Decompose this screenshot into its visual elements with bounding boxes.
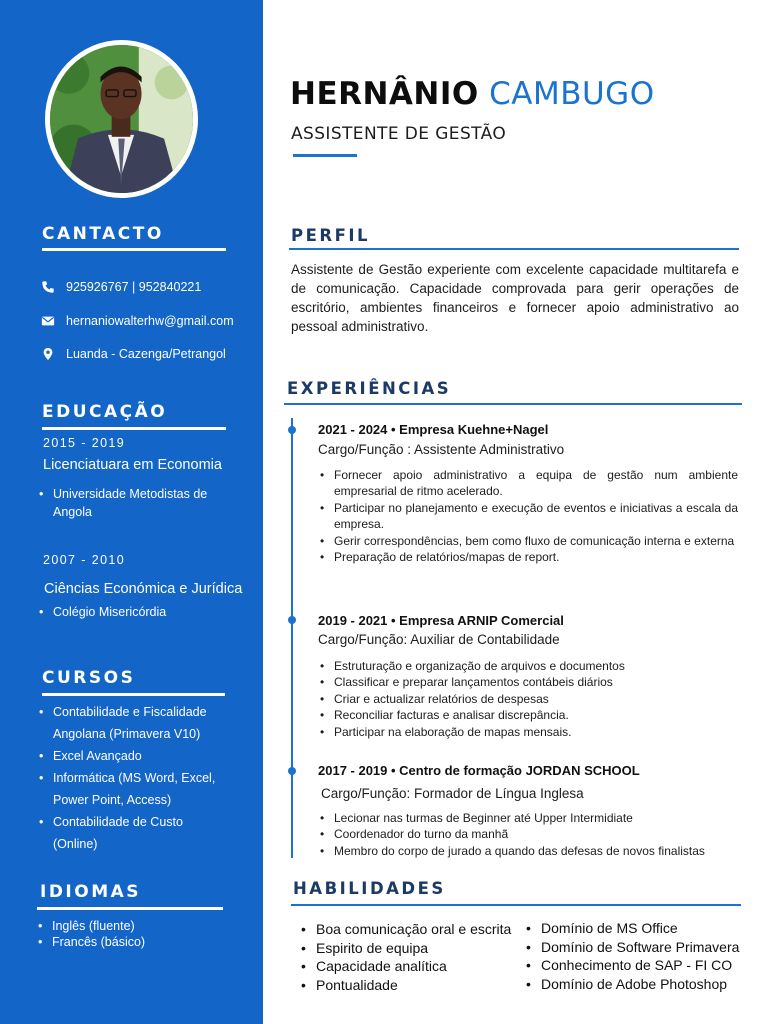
job-task: • Coordenador do turno da manhã — [318, 826, 738, 842]
skill-item: • Domínio de Adobe Photoshop — [525, 975, 739, 994]
job-task-list — [318, 658, 738, 740]
job-task: • Preparação de relatórios/mapas de report. — [318, 549, 738, 565]
education-school-2: • Colégio Misericórdia — [37, 603, 237, 621]
last-name: CAMBUGO — [489, 76, 655, 112]
experience-heading: EXPERIÊNCIAS — [287, 379, 452, 398]
skills-heading: HABILIDADES — [293, 879, 446, 898]
skills-list-right — [525, 919, 739, 993]
skill-item: • Pontualidade — [300, 976, 511, 995]
job-task: • Reconciliar facturas e analisar discrepância. — [318, 707, 738, 723]
education-degree-2: Ciências Económica e Jurídica — [44, 581, 243, 597]
contact-email-text[interactable]: hernaniowalterhw@gmail.com — [66, 314, 234, 328]
courses-divider — [42, 693, 225, 696]
timeline-dot — [288, 616, 296, 624]
contact-location — [40, 346, 226, 362]
sidebar — [0, 0, 263, 1024]
experience-timeline — [291, 418, 293, 858]
contact-phone — [40, 279, 201, 295]
job-header: 2019 - 2021 • Empresa ARNIP Comercial — [318, 613, 564, 628]
courses-heading: CURSOS — [42, 668, 136, 688]
timeline-dot — [288, 426, 296, 434]
job-task: • Estruturação e organização de arquivos e documentos — [318, 658, 738, 674]
first-name: HERNÂNIO — [290, 76, 479, 112]
education-school-list-1 — [37, 485, 237, 521]
contact-phone-text: 925926767 | 952840221 — [66, 280, 202, 294]
education-school-1: • Universidade Metodistas de Angola — [37, 485, 237, 521]
job-role: Cargo/Função: Auxiliar de Contabilidade — [318, 632, 560, 647]
timeline-dot — [288, 767, 296, 775]
job-header: 2021 - 2024 • Empresa Kuehne+Nagel — [318, 422, 549, 437]
job-task: • Participar no planejamento e execução de eventos e iniciativas a escala da empresa. — [318, 500, 738, 533]
education-school-list-2 — [37, 603, 237, 621]
job-header: 2017 - 2019 • Centro de formação JORDAN SCHOOL — [318, 763, 640, 778]
skill-item: • Boa comunicação oral e escrita — [300, 920, 511, 939]
courses-list — [37, 701, 227, 855]
job-task: • Membro do corpo de jurado a quando das defesas de novos finalistas — [318, 843, 738, 859]
job-role: Cargo/Função: Formador de Língua Inglesa — [321, 786, 584, 801]
language-item: • Inglês (fluente) — [36, 918, 236, 934]
profile-photo-illustration — [50, 45, 193, 193]
profile-text: Assistente de Gestão experiente com excelente capacidade multitarefa e de comunicação. Capacidade comprovada para gerir operações de escritório, ambientes financeiros e fornecer apoio administrativo ao pessoal administrativo. — [291, 262, 739, 334]
job-task: • Classificar e preparar lançamentos contábeis diários — [318, 674, 738, 690]
mail-icon — [40, 313, 56, 329]
job-task: • Fornecer apoio administrativo a equipa de gestão num ambiente empresarial de ritmo acelerado. — [318, 467, 738, 500]
education-years-2: 2007 - 2010 — [43, 553, 126, 567]
languages-heading: IDIOMAS — [40, 882, 142, 902]
skill-item: • Capacidade analítica — [300, 957, 511, 976]
experience-divider — [284, 403, 742, 405]
contact-email — [40, 313, 234, 329]
languages-list — [36, 918, 236, 950]
job-task-list — [318, 810, 738, 859]
skill-item: • Espirito de equipa — [300, 939, 511, 958]
skill-item: • Domínio de MS Office — [525, 919, 739, 938]
profile-divider — [289, 248, 739, 250]
education-degree-1: Licenciatuara em Economia — [43, 457, 222, 473]
job-task: • Lecionar nas turmas de Beginner até Upper Intermidiate — [318, 810, 738, 826]
job-task-list — [318, 467, 738, 565]
course-item: • Contabilidade de Custo (Online) — [37, 811, 227, 855]
job-title: ASSISTENTE DE GESTÃO — [291, 124, 507, 144]
course-item: • Excel Avançado — [37, 745, 227, 767]
languages-divider — [37, 907, 223, 910]
course-item: • Contabilidade e Fiscalidade Angolana (Primavera V10) — [37, 701, 227, 745]
location-pin-icon — [40, 346, 56, 362]
profile-heading: PERFIL — [291, 226, 370, 245]
job-task: • Participar na elaboração de mapas mensais. — [318, 724, 738, 740]
education-heading: EDUCAÇÃO — [42, 402, 168, 422]
contact-divider — [42, 248, 226, 251]
skill-item: • Conhecimento de SAP - FI CO — [525, 956, 739, 975]
title-accent-bar — [293, 154, 357, 157]
course-item: • Informática (MS Word, Excel, Power Point, Access) — [37, 767, 227, 811]
job-role: Cargo/Função : Assistente Administrativo — [318, 442, 565, 457]
education-divider — [42, 427, 226, 430]
phone-icon — [40, 279, 56, 295]
profile-photo — [45, 40, 198, 198]
full-name — [290, 76, 655, 112]
contact-heading: CANTACTO — [42, 224, 164, 244]
job-task: • Criar e actualizar relatórios de despesas — [318, 691, 738, 707]
skill-item: • Domínio de Software Primavera — [525, 938, 739, 957]
skills-list-left — [300, 920, 511, 994]
education-years-1: 2015 - 2019 — [43, 436, 126, 450]
skills-divider — [291, 904, 741, 906]
contact-location-text: Luanda - Cazenga/Petrangol — [66, 347, 226, 361]
language-item: • Francês (básico) — [36, 934, 236, 950]
job-task: • Gerir correspondências, bem como fluxo de comunicação interna e externa — [318, 533, 738, 549]
